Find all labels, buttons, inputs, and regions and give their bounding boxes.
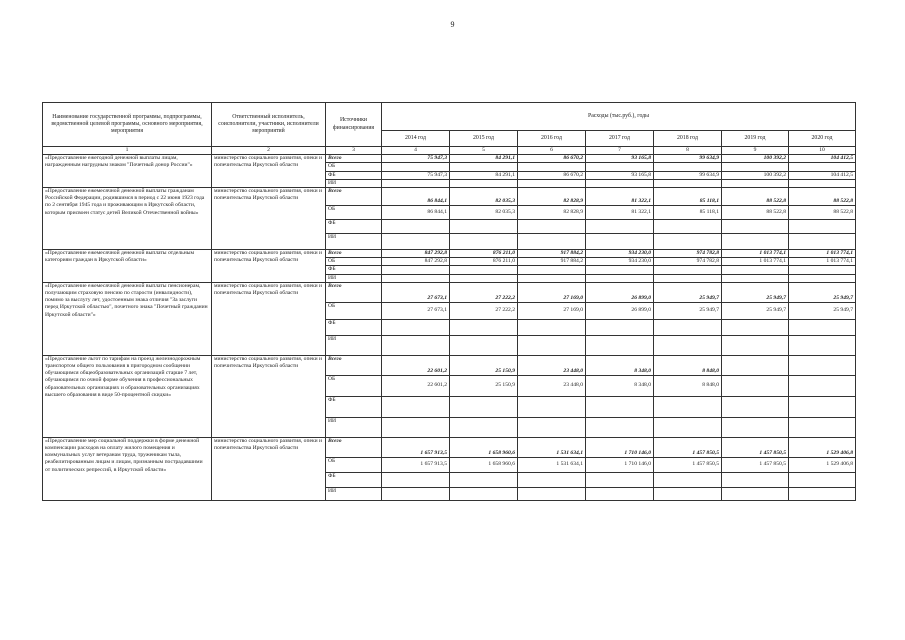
amount-cell <box>518 179 586 187</box>
amount-cell: 25 949,7 <box>722 302 789 319</box>
funding-source: ИИ <box>326 179 382 187</box>
amount-cell <box>450 319 518 335</box>
amount-cell: 82 035,3 <box>450 206 518 220</box>
funding-source: ОБ <box>326 375 382 396</box>
amount-cell <box>450 163 518 171</box>
amount-cell: 974 782,8 <box>654 250 722 258</box>
amount-cell <box>789 375 856 396</box>
amount-cell <box>518 472 586 487</box>
executor: министерство социального развития, опеки и попечительства Иркутской области <box>212 355 326 437</box>
amount-cell: 22 601,2 <box>382 375 450 396</box>
executor: министерство социального развития, опеки и попечительства Иркутской области <box>212 282 326 355</box>
funding-source: Всего <box>326 250 382 258</box>
amount-cell <box>789 274 856 282</box>
funding-source: ФБ <box>326 171 382 179</box>
amount-cell <box>518 319 586 335</box>
amount-cell: 25 150,9 <box>450 355 518 375</box>
amount-cell <box>722 396 789 417</box>
amount-cell: 1 531 634,1 <box>518 437 586 457</box>
funding-source: ОБ <box>326 258 382 266</box>
amount-cell: 99 634,9 <box>654 155 722 163</box>
amount-cell: 75 947,3 <box>382 171 450 179</box>
amount-cell <box>450 179 518 187</box>
amount-cell <box>382 274 450 282</box>
header-funding-source: Источники финансирования <box>326 103 382 147</box>
amount-cell <box>450 417 518 437</box>
amount-cell: 1 531 634,1 <box>518 457 586 472</box>
amount-cell: 27 169,0 <box>518 302 586 319</box>
amount-cell <box>586 274 654 282</box>
amount-cell <box>722 417 789 437</box>
amount-cell: 847 292,8 <box>382 250 450 258</box>
amount-cell: 25 949,7 <box>654 302 722 319</box>
amount-cell: 934 230,0 <box>586 258 654 266</box>
amount-cell <box>722 274 789 282</box>
amount-cell <box>586 220 654 234</box>
amount-cell <box>789 220 856 234</box>
amount-cell <box>654 472 722 487</box>
amount-cell <box>382 220 450 234</box>
budget-table <box>42 102 856 501</box>
amount-cell <box>722 220 789 234</box>
amount-cell: 1 013 774,1 <box>722 250 789 258</box>
amount-cell: 93 165,8 <box>586 171 654 179</box>
amount-cell: 27 673,1 <box>382 302 450 319</box>
header-program-name: Наименование государственной программы, подпрограммы, ведомственной целевой программы, основного мероприятия, мероприятия <box>43 103 212 147</box>
column-index: 6 <box>518 147 586 155</box>
funding-source: ФБ <box>326 472 382 487</box>
amount-cell <box>450 472 518 487</box>
amount-cell: 1 657 913,5 <box>382 457 450 472</box>
amount-cell: 86 844,1 <box>382 206 450 220</box>
table-body <box>43 103 856 501</box>
amount-cell <box>450 266 518 274</box>
funding-source: ИИ <box>326 234 382 250</box>
amount-cell: 917 884,2 <box>518 250 586 258</box>
amount-cell: 1 457 850,5 <box>654 437 722 457</box>
amount-cell <box>654 274 722 282</box>
amount-cell <box>518 487 586 500</box>
header-year: 2017 год <box>586 131 654 147</box>
amount-cell: 1 710 146,0 <box>586 457 654 472</box>
amount-cell <box>654 487 722 500</box>
amount-cell: 8 348,0 <box>586 355 654 375</box>
amount-cell <box>722 335 789 355</box>
measure-name: «Предоставление ежемесячной денежной выплаты гражданам Российской Федерации, родившимся в период с 22 июня 1923 года по 2 сентября 1945 года и проживающим в Иркутской области, которым присвоен статус детей Великой Отечественной войны» <box>43 188 212 250</box>
header-year: 2016 год <box>518 131 586 147</box>
amount-cell <box>382 396 450 417</box>
amount-cell: 81 322,1 <box>586 188 654 206</box>
funding-source: Всего <box>326 155 382 163</box>
amount-cell: 88 522,8 <box>789 188 856 206</box>
amount-cell <box>789 472 856 487</box>
amount-cell: 86 670,2 <box>518 171 586 179</box>
amount-cell: 27 222,2 <box>450 282 518 302</box>
amount-cell: 81 322,1 <box>586 206 654 220</box>
amount-cell: 26 899,0 <box>586 282 654 302</box>
amount-cell: 27 222,2 <box>450 302 518 319</box>
amount-cell: 22 601,2 <box>382 355 450 375</box>
amount-cell <box>518 274 586 282</box>
amount-cell <box>586 179 654 187</box>
amount-cell: 86 670,2 <box>518 155 586 163</box>
table-row <box>43 355 856 375</box>
amount-cell: 1 457 850,5 <box>654 457 722 472</box>
funding-source: ИИ <box>326 335 382 355</box>
funding-source: ФБ <box>326 266 382 274</box>
amount-cell: 82 828,9 <box>518 188 586 206</box>
amount-cell: 934 230,0 <box>586 250 654 258</box>
amount-cell: 876 211,0 <box>450 250 518 258</box>
header-executor: Ответственный исполнитель, соисполнители, участники, исполнители мероприятий <box>212 103 326 147</box>
amount-cell: 1 013 774,1 <box>789 250 856 258</box>
amount-cell <box>722 266 789 274</box>
amount-cell: 82 035,3 <box>450 188 518 206</box>
amount-cell <box>722 163 789 171</box>
amount-cell: 23 448,0 <box>518 355 586 375</box>
column-index: 1 <box>43 147 212 155</box>
amount-cell: 25 949,7 <box>722 282 789 302</box>
header-year: 2018 год <box>654 131 722 147</box>
amount-cell <box>518 417 586 437</box>
amount-cell <box>654 266 722 274</box>
amount-cell: 99 634,9 <box>654 171 722 179</box>
column-index: 3 <box>326 147 382 155</box>
amount-cell <box>586 266 654 274</box>
amount-cell: 974 782,8 <box>654 258 722 266</box>
table-row <box>43 155 856 163</box>
executor: министерство социального развития, опеки и попечительства Иркутской области <box>212 155 326 188</box>
amount-cell: 75 947,3 <box>382 155 450 163</box>
amount-cell <box>518 234 586 250</box>
header-row <box>43 103 856 131</box>
amount-cell <box>722 179 789 187</box>
amount-cell: 8 848,0 <box>654 375 722 396</box>
column-index: 4 <box>382 147 450 155</box>
amount-cell: 88 522,8 <box>722 188 789 206</box>
amount-cell: 88 522,8 <box>789 206 856 220</box>
amount-cell <box>518 220 586 234</box>
amount-cell <box>586 472 654 487</box>
amount-cell <box>722 234 789 250</box>
amount-cell <box>382 163 450 171</box>
amount-cell <box>586 319 654 335</box>
amount-cell: 23 448,0 <box>518 375 586 396</box>
amount-cell <box>382 472 450 487</box>
measure-name: «Предоставление ежемесячной денежной выплаты отдельным категориям граждан в Иркутской области» <box>43 250 212 283</box>
amount-cell: 917 884,2 <box>518 258 586 266</box>
amount-cell <box>586 234 654 250</box>
table-row <box>43 437 856 457</box>
executor: министерство социального развития, опеки и попечительства Иркутской области <box>212 437 326 500</box>
amount-cell: 8 848,0 <box>654 355 722 375</box>
amount-cell: 86 844,1 <box>382 188 450 206</box>
amount-cell: 1 457 850,5 <box>722 437 789 457</box>
header-year: 2014 год <box>382 131 450 147</box>
amount-cell <box>518 335 586 355</box>
amount-cell: 27 673,1 <box>382 282 450 302</box>
amount-cell: 1 457 850,5 <box>722 457 789 472</box>
amount-cell <box>654 417 722 437</box>
amount-cell: 100 392,2 <box>722 171 789 179</box>
amount-cell: 1 013 774,1 <box>722 258 789 266</box>
amount-cell <box>586 417 654 437</box>
amount-cell <box>654 163 722 171</box>
funding-source: Всего <box>326 437 382 457</box>
funding-source: Всего <box>326 188 382 206</box>
amount-cell <box>654 335 722 355</box>
amount-cell <box>722 472 789 487</box>
amount-cell: 25 949,7 <box>789 302 856 319</box>
amount-cell <box>382 487 450 500</box>
amount-cell <box>518 266 586 274</box>
amount-cell: 88 522,8 <box>722 206 789 220</box>
table-row <box>43 282 856 302</box>
amount-cell <box>722 375 789 396</box>
amount-cell: 876 211,0 <box>450 258 518 266</box>
amount-cell <box>654 234 722 250</box>
table-row <box>43 250 856 258</box>
column-index: 5 <box>450 147 518 155</box>
amount-cell: 8 348,0 <box>586 375 654 396</box>
column-index: 7 <box>586 147 654 155</box>
header-year: 2019 год <box>722 131 789 147</box>
amount-cell: 104 412,5 <box>789 171 856 179</box>
measure-name: «Предоставление мер социальной поддержки в форме денежной компенсации расходов на оплату жилого помещения и коммунальных услуг ветеранам труда, труженикам тыла, реабилитированным лицам и лицам, признанным пострадавшими от политических репрессий, в Иркутской области» <box>43 437 212 500</box>
amount-cell <box>450 396 518 417</box>
funding-source: ИИ <box>326 274 382 282</box>
column-index-row <box>43 147 856 155</box>
amount-cell <box>586 487 654 500</box>
amount-cell <box>518 163 586 171</box>
header-year: 2020 год <box>789 131 856 147</box>
amount-cell <box>450 487 518 500</box>
amount-cell: 1 658 960,6 <box>450 437 518 457</box>
column-index: 10 <box>789 147 856 155</box>
funding-source: ОБ <box>326 206 382 220</box>
amount-cell <box>450 220 518 234</box>
column-index: 8 <box>654 147 722 155</box>
amount-cell <box>789 179 856 187</box>
amount-cell: 26 899,0 <box>586 302 654 319</box>
amount-cell <box>586 163 654 171</box>
amount-cell <box>789 487 856 500</box>
amount-cell: 1 529 406,8 <box>789 437 856 457</box>
amount-cell <box>450 234 518 250</box>
amount-cell <box>450 335 518 355</box>
amount-cell <box>586 396 654 417</box>
amount-cell <box>789 335 856 355</box>
amount-cell <box>789 355 856 375</box>
amount-cell: 84 291,1 <box>450 171 518 179</box>
amount-cell: 27 169,0 <box>518 282 586 302</box>
amount-cell <box>722 355 789 375</box>
measure-name: «Предоставление льгот по тарифам на проезд железнодорожным транспортом общего пользования в пригородном сообщении обучающимся общеобразовательных организаций старше 7 лет, обучающимся по очной форме обучения в профессиональных образовательных организациях и образовательных организациях высшего образования в виде 50-процентной скидки» <box>43 355 212 437</box>
amount-cell <box>654 179 722 187</box>
funding-source: ФБ <box>326 396 382 417</box>
funding-source: ФБ <box>326 319 382 335</box>
column-index: 9 <box>722 147 789 155</box>
header-year: 2015 год <box>450 131 518 147</box>
amount-cell: 104 412,5 <box>789 155 856 163</box>
amount-cell <box>382 335 450 355</box>
funding-source: ОБ <box>326 302 382 319</box>
page-number: 9 <box>450 20 455 29</box>
amount-cell: 25 150,9 <box>450 375 518 396</box>
amount-cell <box>789 396 856 417</box>
executor: министерство социального развития, опеки и попечительства Иркутской области <box>212 188 326 250</box>
measure-name: «Предоставление ежемесячной денежной выплаты пенсионерам, получающим страховую пенсию по старости (инвалидности), помимо за выслугу лет, удостоенным знака отличия "За заслуги перед Иркутской областью", почетного знака "Почетный гражданин Иркутской области"» <box>43 282 212 355</box>
amount-cell: 85 118,1 <box>654 188 722 206</box>
amount-cell <box>586 335 654 355</box>
amount-cell: 93 165,8 <box>586 155 654 163</box>
measure-name: «Предоставление ежегодной денежной выплаты лицам, награжденным нагрудным знаком "Почетный донор России"» <box>43 155 212 188</box>
amount-cell <box>654 396 722 417</box>
amount-cell: 1 658 960,6 <box>450 457 518 472</box>
amount-cell: 1 657 913,5 <box>382 437 450 457</box>
column-index: 2 <box>212 147 326 155</box>
amount-cell <box>789 234 856 250</box>
amount-cell <box>382 319 450 335</box>
amount-cell <box>789 163 856 171</box>
amount-cell: 847 292,8 <box>382 258 450 266</box>
executor: министерство социального развития, опеки и попечительства Иркутской области <box>212 250 326 283</box>
amount-cell: 84 291,1 <box>450 155 518 163</box>
amount-cell: 25 949,7 <box>654 282 722 302</box>
funding-source: Всего <box>326 355 382 375</box>
funding-source: Всего <box>326 282 382 302</box>
amount-cell: 82 828,9 <box>518 206 586 220</box>
funding-source: ФБ <box>326 220 382 234</box>
amount-cell <box>518 396 586 417</box>
amount-cell: 100 392,2 <box>722 155 789 163</box>
amount-cell <box>789 319 856 335</box>
amount-cell <box>654 220 722 234</box>
amount-cell <box>382 266 450 274</box>
amount-cell <box>654 319 722 335</box>
amount-cell <box>722 487 789 500</box>
header-expenses: Расходы (тыс.руб.), годы <box>382 103 856 131</box>
amount-cell: 1 529 406,8 <box>789 457 856 472</box>
amount-cell <box>789 266 856 274</box>
amount-cell: 1 710 146,0 <box>586 437 654 457</box>
amount-cell: 1 013 774,1 <box>789 258 856 266</box>
amount-cell <box>789 417 856 437</box>
amount-cell: 25 949,7 <box>789 282 856 302</box>
amount-cell <box>722 319 789 335</box>
funding-source: ИИ <box>326 487 382 500</box>
funding-source: ОБ <box>326 457 382 472</box>
amount-cell <box>382 179 450 187</box>
table-row <box>43 188 856 206</box>
funding-source: ИИ <box>326 417 382 437</box>
funding-source: ОБ <box>326 163 382 171</box>
amount-cell <box>450 274 518 282</box>
amount-cell: 85 118,1 <box>654 206 722 220</box>
amount-cell <box>382 234 450 250</box>
amount-cell <box>382 417 450 437</box>
